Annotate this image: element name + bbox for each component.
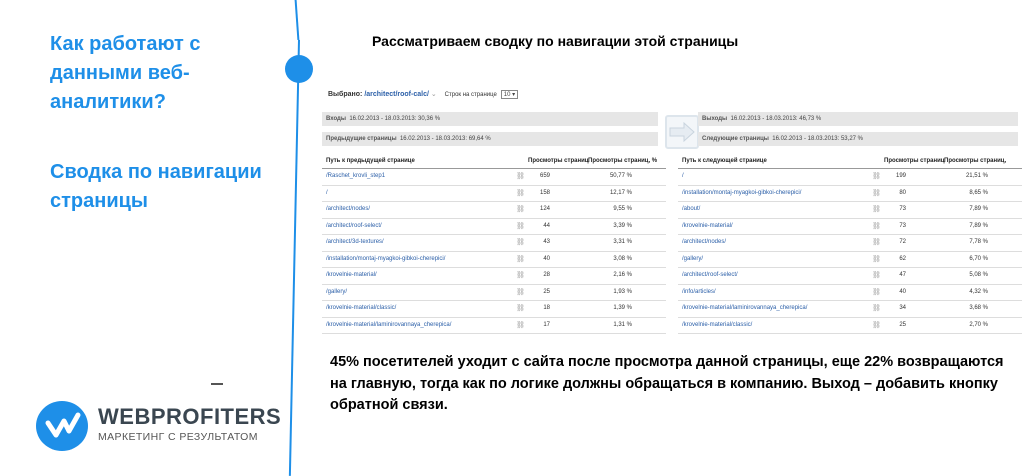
row-path-link[interactable]: /krovelnie-material/laminirovannaya_cherepica/ (326, 321, 452, 328)
row-path-link[interactable]: /architect/nodes/ (326, 206, 371, 212)
row-percent: 6,70 % (969, 255, 988, 262)
row-percent: 21,51 % (965, 173, 988, 179)
link-icon[interactable]: ⛓ (516, 239, 525, 246)
row-path-link[interactable]: /about/ (682, 206, 701, 212)
row-views: 158 (539, 189, 550, 196)
row-path-link[interactable]: /krovelnie-material/classic/ (326, 305, 397, 311)
row-views: 18 (543, 305, 550, 311)
row-percent: 3,31 % (613, 239, 632, 245)
table-row (322, 186, 666, 203)
row-percent: 4,32 % (969, 288, 988, 295)
logo-brand: WEBPROFITERS (98, 404, 282, 429)
link-icon[interactable]: ⛓ (872, 189, 881, 197)
row-percent: 2,70 % (969, 321, 988, 328)
link-icon[interactable]: ⛓ (516, 272, 525, 279)
row-percent: 7,89 % (969, 206, 988, 212)
row-path-link[interactable]: /Raschet_krovli_step1 (326, 173, 386, 179)
table-row (678, 186, 1022, 203)
row-views: 43 (543, 239, 550, 245)
link-icon[interactable]: ⛓ (516, 189, 525, 197)
table-row (322, 235, 666, 252)
table-row (322, 301, 666, 318)
row-views: 47 (899, 272, 906, 278)
link-icon[interactable]: ⛓ (516, 255, 525, 263)
row-views: 40 (899, 288, 906, 295)
link-icon[interactable]: ⛓ (872, 321, 881, 329)
link-icon[interactable]: ⛓ (516, 206, 525, 213)
row-percent: 3,39 % (613, 222, 632, 229)
table-row (678, 268, 1022, 285)
row-path-link[interactable]: /installation/montaj-myagkoi-gibkoi-cherepici/ (682, 189, 802, 196)
row-path-link[interactable]: /gallery/ (326, 288, 348, 295)
row-views: 73 (899, 206, 906, 212)
next-pages-table (678, 158, 1022, 334)
link-icon[interactable]: ⛓ (872, 255, 881, 263)
row-path-link[interactable]: /architect/roof-select/ (326, 222, 382, 229)
selection-bar: Выбрано: /architect/roof-calc/ ⌄ Строк на странице 10 ▾ (328, 90, 518, 99)
logo-tagline: МАРКЕТИНГ С РЕЗУЛЬТАТОМ (98, 431, 258, 443)
row-views: 34 (899, 305, 906, 311)
link-icon[interactable]: ⛓ (872, 272, 881, 279)
row-percent: 50,77 % (609, 173, 632, 179)
row-percent: 7,89 % (969, 222, 988, 229)
row-views: 124 (539, 206, 550, 212)
rows-label: Строк на странице (444, 92, 497, 98)
navigation-summary-screenshot (322, 86, 1018, 329)
link-icon[interactable]: ⛓ (872, 239, 881, 246)
table-row (322, 252, 666, 269)
row-views: 28 (543, 272, 550, 278)
row-views: 62 (899, 255, 906, 262)
table-row (678, 202, 1022, 219)
link-icon[interactable]: ⛓ (516, 321, 525, 329)
previous-pages-bar: Предыдущие страницы 16.02.2013 - 18.03.2013: 69,64 % (322, 132, 658, 146)
table-header: Путь к предыдущей странице Просмотры страниц Просмотры страниц, % (322, 158, 666, 169)
row-path-link[interactable]: /gallery/ (682, 255, 704, 262)
link-icon[interactable]: ⛓ (516, 288, 525, 296)
table-row (322, 285, 666, 302)
timeline-dot (285, 55, 313, 83)
logo-badge-icon (36, 401, 88, 451)
rows-select[interactable]: 10 ▾ (501, 90, 518, 99)
row-percent: 1,31 % (613, 321, 632, 328)
exits-bar: Выходы 16.02.2013 - 18.03.2013: 46,73 % (698, 112, 1018, 126)
table-row (678, 169, 1022, 186)
row-path-link[interactable]: /krovelnie-material/ (682, 222, 733, 229)
row-percent: 7,78 % (969, 239, 988, 245)
row-views: 25 (899, 321, 906, 328)
entries-bar: Входы 16.02.2013 - 18.03.2013: 30,36 % (322, 112, 658, 126)
row-path-link[interactable]: / (326, 189, 328, 196)
row-views: 73 (899, 222, 906, 229)
next-pages-bar: Следующие страницы 16.02.2013 - 18.03.2013: 53,27 % (698, 132, 1018, 146)
slide-heading: Рассматриваем сводку по навигации этой страницы (372, 33, 739, 49)
table-row (322, 219, 666, 236)
row-path-link[interactable]: /krovelnie-material/classic/ (682, 321, 753, 328)
table-row (322, 318, 666, 335)
row-percent: 1,39 % (613, 305, 632, 311)
divider-line-top (295, 0, 300, 40)
row-views: 199 (895, 173, 906, 179)
row-path-link[interactable]: /architect/3d-textures/ (326, 239, 384, 245)
sidebar-subtitle: Сводка по навигации страницы (50, 161, 262, 212)
row-percent: 9,55 % (613, 206, 632, 212)
row-views: 17 (543, 321, 550, 328)
row-path-link[interactable]: /architect/roof-select/ (682, 272, 738, 278)
selected-label: Выбрано: (328, 91, 363, 98)
selected-path-link[interactable]: /architect/roof-calc/ (364, 91, 429, 98)
table-header: Путь к следующей странице Просмотры страниц Просмотры страниц, (678, 158, 1022, 169)
row-path-link[interactable]: / (682, 173, 684, 179)
table-row (678, 285, 1022, 302)
decorative-dash (211, 383, 223, 385)
link-icon[interactable]: ⛓ (872, 206, 881, 213)
row-views: 72 (899, 239, 906, 245)
table-row (322, 268, 666, 285)
flow-arrow-icon (665, 115, 699, 149)
row-views: 40 (543, 255, 550, 262)
row-path-link[interactable]: /installation/montaj-myagkoi-gibkoi-cherepici/ (326, 255, 446, 262)
row-path-link[interactable]: /architect/nodes/ (682, 239, 727, 245)
conclusion-text: 45% посетителей уходит с сайта после просмотра данной страницы, еще 22% возвращаются на главную, тогда как по логике должны обращаться в компанию. Выход – добавить кнопку обратной связи. (330, 354, 1004, 413)
sidebar-title: Как работают с данными веб-аналитики? (50, 33, 201, 113)
table-row (322, 169, 666, 186)
link-icon[interactable]: ⛓ (516, 222, 525, 230)
row-percent: 2,16 % (613, 272, 632, 278)
link-icon[interactable]: ⛓ (516, 173, 525, 180)
company-logo (36, 401, 296, 451)
row-percent: 3,68 % (969, 305, 988, 311)
row-views: 44 (543, 222, 550, 229)
row-percent: 8,65 % (969, 189, 988, 196)
row-views: 25 (543, 288, 550, 295)
row-views: 80 (899, 189, 906, 196)
row-path-link[interactable]: /krovelnie-material/ (326, 272, 377, 278)
row-path-link[interactable]: /info/articles/ (682, 288, 716, 295)
table-row (678, 235, 1022, 252)
row-views: 659 (539, 173, 550, 179)
row-percent: 3,08 % (613, 255, 632, 262)
row-percent: 12,17 % (609, 189, 632, 196)
row-percent: 1,93 % (613, 288, 632, 295)
table-row (678, 219, 1022, 236)
link-icon[interactable]: ⛓ (872, 305, 881, 312)
link-icon[interactable]: ⛓ (872, 222, 881, 230)
table-row (322, 202, 666, 219)
previous-pages-table (322, 158, 666, 334)
table-row (678, 301, 1022, 318)
table-row (678, 252, 1022, 269)
link-icon[interactable]: ⛓ (872, 173, 881, 180)
row-percent: 5,08 % (969, 272, 988, 278)
link-icon[interactable]: ⛓ (516, 305, 525, 312)
table-row (678, 318, 1022, 335)
link-icon[interactable]: ⛓ (872, 288, 881, 296)
row-path-link[interactable]: /krovelnie-material/laminirovannaya_cherepica/ (682, 305, 808, 311)
